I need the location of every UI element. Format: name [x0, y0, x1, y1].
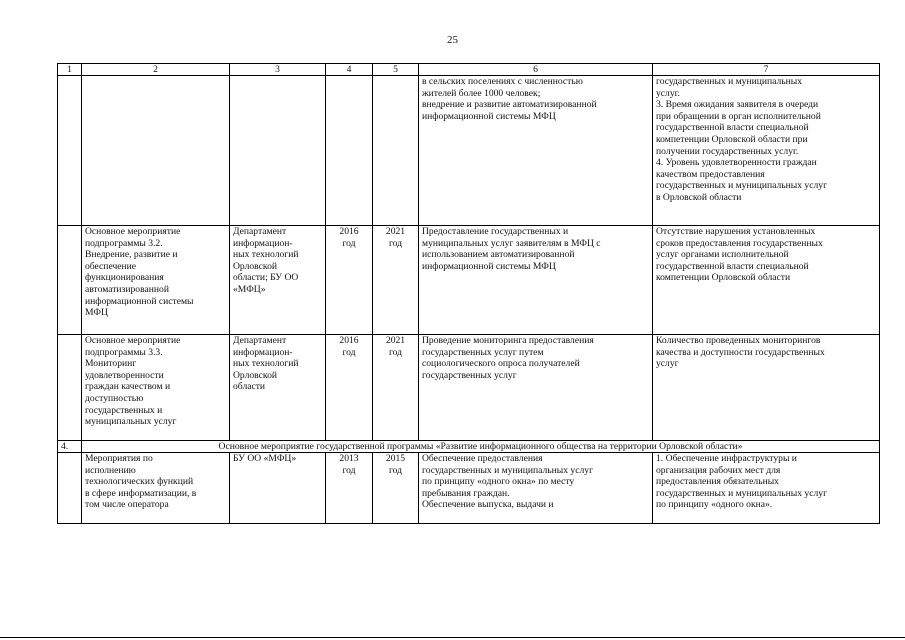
- text-line: Основное мероприятие: [85, 226, 181, 237]
- text-line: доступностью: [85, 392, 144, 404]
- text-line: организация рабочих мест для: [656, 464, 781, 476]
- text-line: МФЦ: [85, 307, 108, 319]
- text-line: 2016: [339, 226, 359, 237]
- column-number: 4: [326, 64, 373, 76]
- text-line: государственной власти специальной: [656, 122, 809, 134]
- expected-result-cell: [419, 453, 653, 524]
- text-line: государственной власти специальной: [656, 260, 809, 272]
- expected-result-cell: [419, 226, 653, 335]
- text-line: государственных и: [85, 404, 163, 416]
- text-line: по принципу «одного окна» по месту: [422, 476, 575, 488]
- text-line: 2013: [339, 453, 359, 464]
- indicator-cell: [653, 76, 880, 226]
- text-line: внедрение и развитие автоматизированной: [422, 99, 597, 111]
- text-line: использованием автоматизированной: [422, 249, 575, 261]
- text-line: 1. Обеспечение инфраструктуры и: [656, 453, 797, 464]
- executor-cell: [230, 453, 326, 524]
- text-line: год: [342, 346, 356, 358]
- column-number: 2: [82, 64, 230, 76]
- executor-cell: [230, 76, 326, 226]
- text-line: ных технологий: [233, 358, 299, 370]
- bottom-rule: [0, 637, 905, 638]
- text-line: компетенции Орловской области: [656, 272, 791, 284]
- end-year-cell: [373, 226, 419, 335]
- start-year-cell: [326, 226, 373, 335]
- table-row: [58, 453, 880, 524]
- text-line: государственных услуг путем: [422, 346, 544, 358]
- start-year-cell: [326, 76, 373, 226]
- text-line: «МФЦ»: [233, 283, 266, 295]
- text-line: информацион-: [233, 346, 293, 358]
- text-line: жителей более 1000 человек;: [422, 87, 541, 99]
- text-line: год: [388, 346, 403, 358]
- row-number-cell: [58, 335, 82, 441]
- text-line: информационной системы МФЦ: [422, 110, 556, 122]
- text-line: Основное мероприятие: [85, 335, 181, 346]
- text-line: получении государственных услуг.: [656, 145, 799, 157]
- measure-name-cell: [82, 453, 230, 524]
- measure-name-cell: [82, 335, 230, 441]
- section-title-cell: Основное мероприятие государственной программы «Развитие информационного общества на территории Орловской области»: [82, 441, 880, 453]
- text-line: ных технологий: [233, 249, 299, 261]
- text-line: социологического опроса получателей: [422, 358, 580, 370]
- text-line: области; БУ ОО: [233, 272, 299, 284]
- text-line: Обеспечение предоставления: [422, 453, 543, 464]
- text-line: Проведение мониторинга предоставления: [422, 335, 594, 346]
- text-line: информационной системы: [85, 295, 194, 307]
- text-line: Департамент: [233, 335, 287, 346]
- text-line: услуг: [656, 358, 679, 370]
- end-year-cell: [373, 76, 419, 226]
- table-row: [58, 76, 880, 226]
- executor-cell: [230, 335, 326, 441]
- text-line: автоматизированной: [85, 283, 169, 295]
- text-line: государственных и муниципальных: [656, 76, 803, 87]
- indicator-cell: [653, 335, 880, 441]
- indicator-cell: [653, 453, 880, 524]
- text-line: компетенции Орловской области при: [656, 133, 808, 145]
- text-line: при обращении в орган исполнительной: [656, 110, 821, 122]
- text-line: 2021: [385, 335, 406, 346]
- program-measures-table: [57, 63, 880, 524]
- text-line: исполнению: [85, 464, 136, 476]
- text-line: Мониторинг: [85, 358, 137, 370]
- text-line: государственных и муниципальных услуг: [656, 487, 828, 499]
- page-number: 25: [447, 34, 458, 46]
- text-line: 3. Время ожидания заявителя в очереди: [656, 99, 819, 111]
- section-number-cell: 4.: [58, 441, 82, 453]
- text-line: информацион-: [233, 237, 293, 249]
- executor-cell: [230, 226, 326, 335]
- expected-result-cell: [419, 335, 653, 441]
- measure-name-cell: [82, 226, 230, 335]
- text-line: год: [342, 237, 356, 249]
- column-number: 6: [419, 64, 653, 76]
- indicator-cell: [653, 226, 880, 335]
- row-number-cell: [58, 226, 82, 335]
- text-line: предоставления обязательных: [656, 476, 779, 488]
- text-line: области: [233, 381, 266, 393]
- text-line: БУ ОО «МФЦ»: [233, 453, 297, 464]
- text-line: государственных и муниципальных услуг: [422, 464, 594, 476]
- start-year-cell: [326, 453, 373, 524]
- column-number-header-row: [58, 64, 880, 76]
- text-line: обеспечение: [85, 260, 137, 272]
- text-line: подпрограммы 3.3.: [85, 346, 163, 358]
- expected-result-cell: [419, 76, 653, 226]
- text-line: Предоставление государственных и: [422, 226, 569, 237]
- text-line: функционирования: [85, 272, 164, 284]
- text-line: Внедрение, развитие и: [85, 249, 178, 261]
- row-number-cell: [58, 76, 82, 226]
- text-line: государственных услуг: [422, 369, 517, 381]
- text-line: Орловской: [233, 369, 278, 381]
- table-row: [58, 226, 880, 335]
- end-year-cell: [373, 335, 419, 441]
- text-line: удовлетворенности: [85, 369, 164, 381]
- text-line: услуг органами исполнительной: [656, 249, 789, 261]
- text-line: том числе оператора: [85, 499, 169, 511]
- text-line: в сфере информатизации, в: [85, 487, 197, 499]
- text-line: год: [388, 464, 403, 476]
- table-row: [58, 335, 880, 441]
- text-line: 2015: [385, 453, 406, 464]
- text-line: граждан качеством и: [85, 381, 171, 393]
- text-line: информационной системы МФЦ: [422, 260, 556, 272]
- text-line: технологических функций: [85, 476, 194, 488]
- text-line: Количество проведенных мониторингов: [656, 335, 821, 346]
- text-line: Орловской: [233, 260, 278, 272]
- text-line: услуг.: [656, 87, 680, 99]
- text-line: в сельских поселениях с численностью: [422, 76, 583, 87]
- text-line: Департамент: [233, 226, 287, 237]
- text-line: муниципальных услуг: [85, 416, 177, 428]
- text-line: государственных и муниципальных услуг: [656, 180, 828, 192]
- end-year-cell: [373, 453, 419, 524]
- text-line: пребывания граждан.: [422, 487, 510, 499]
- text-line: 4. Уровень удовлетворенности граждан: [656, 157, 817, 169]
- text-line: 2021: [385, 226, 406, 237]
- row-number-cell: [58, 453, 82, 524]
- section-row: [58, 441, 880, 453]
- text-line: Отсутствие нарушения установленных: [656, 226, 816, 237]
- text-line: по принципу «одного окна».: [656, 499, 773, 511]
- column-number: 5: [373, 64, 419, 76]
- column-number: 3: [230, 64, 326, 76]
- column-number: 1: [58, 64, 82, 76]
- text-line: год: [342, 464, 356, 476]
- text-line: сроков предоставления государственных: [656, 237, 823, 249]
- text-line: 2016: [339, 335, 359, 346]
- start-year-cell: [326, 335, 373, 441]
- text-line: качеством предоставления: [656, 168, 765, 180]
- text-line: в Орловской области: [656, 191, 742, 203]
- text-line: Обеспечение выпуска, выдачи и: [422, 499, 554, 511]
- text-line: подпрограммы 3.2.: [85, 237, 163, 249]
- text-line: качества и доступности государственных: [656, 346, 825, 358]
- text-line: Мероприятия по: [85, 453, 153, 464]
- column-number: 7: [653, 64, 880, 76]
- measure-name-cell: [82, 76, 230, 226]
- text-line: год: [388, 237, 403, 249]
- text-line: муниципальных услуг заявителям в МФЦ с: [422, 237, 601, 249]
